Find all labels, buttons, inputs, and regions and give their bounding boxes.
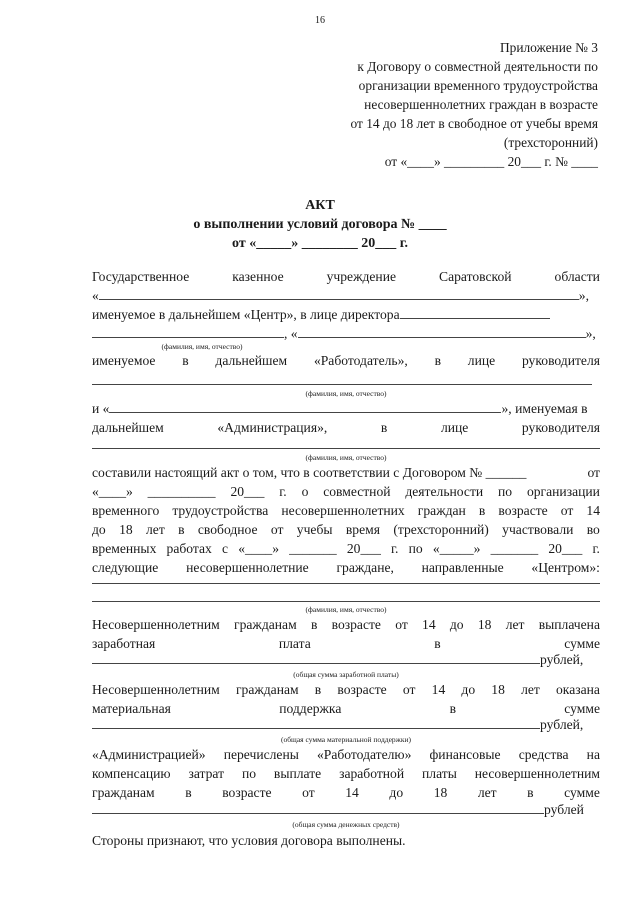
page-number: 16 xyxy=(315,15,325,26)
support-sum-field[interactable] xyxy=(92,716,540,729)
p5-line-3: рублей, xyxy=(92,651,600,669)
appendix-line: организации временного трудоустройства xyxy=(358,78,598,93)
act-title-line: о выполнении условий договора № ____ xyxy=(193,217,447,232)
p6-line-3: рублей, xyxy=(92,716,600,734)
caption-support-sum: (общая сумма материальной поддержки) xyxy=(280,735,412,744)
p6-line-1: Несовершеннолетним гражданам в возрасте от 14 до 18 лет оказана xyxy=(92,682,600,697)
act-title-line: АКТ xyxy=(305,198,335,213)
caption-fio: (фамилия, имя, отчество) xyxy=(305,389,387,398)
administration-head-field[interactable] xyxy=(92,448,600,449)
caption-wage-sum: (общая сумма заработной платы) xyxy=(293,670,399,679)
appendix-line: (трехсторонний) xyxy=(503,135,598,150)
basis-field[interactable] xyxy=(298,325,586,338)
participants-field-1[interactable] xyxy=(92,583,600,584)
wage-sum-field[interactable] xyxy=(92,651,540,664)
closing-statement: Стороны признают, что условия договора выполнены. xyxy=(92,833,406,848)
p4-line-6: следующие несовершеннолетние граждане, направленные «Центром»: xyxy=(92,560,600,575)
appendix-line: от «____» _________ 20___ г. № ____ xyxy=(384,154,598,169)
caption-fio: (фамилия, имя, отчество) xyxy=(161,342,243,351)
p3-line-1: и « », именуемая в xyxy=(92,401,588,416)
appendix-line: несовершеннолетних граждан в возрасте xyxy=(364,97,598,112)
appendix-line: от 14 до 18 лет в свободное от учебы время xyxy=(350,116,598,131)
caption-fio: (фамилия, имя, отчество) xyxy=(305,605,387,614)
p1-line-1: Государственное казенное учреждение Саратовской области xyxy=(92,269,600,284)
org-name-field[interactable] xyxy=(99,287,579,300)
appendix-line: Приложение № 3 xyxy=(499,40,598,55)
p4-line-5: временных работах с «____» _______ 20___ г. по «_____» _______ 20___ г. xyxy=(92,541,600,556)
p7-line-3: гражданам в возрасте от 14 до 18 лет в сумме xyxy=(92,785,600,800)
p2-line-1: именуемое в дальнейшем «Работодатель», в лице руководителя xyxy=(92,353,600,368)
p6-line-2: материальная поддержка в сумме xyxy=(92,701,600,716)
p1-line-4: , « », xyxy=(92,325,600,343)
act-title xyxy=(0,196,640,253)
director-name-field-2[interactable] xyxy=(92,325,284,338)
p5-line-2: заработная плата в сумме xyxy=(92,636,600,651)
act-title-line: от «_____» ________ 20___ г. xyxy=(232,236,408,251)
appendix-line: к Договору о совместной деятельности по xyxy=(357,59,598,74)
p4-line-1: составили настоящий акт о том, что в соответствии с Договором № ______ от xyxy=(92,465,600,480)
employer-head-field[interactable] xyxy=(92,384,592,385)
caption-fio: (фамилия, имя, отчество) xyxy=(305,453,387,462)
p1-line-2: « », xyxy=(92,288,589,303)
director-name-field[interactable] xyxy=(400,306,550,319)
participants-field-2[interactable] xyxy=(92,601,600,602)
p5-line-1: Несовершеннолетним гражданам в возрасте от 14 до 18 лет выплачена xyxy=(92,617,600,632)
p7-line-1: «Администрацией» перечислены «Работодателю» финансовые средства на xyxy=(92,747,600,762)
administration-name-field[interactable] xyxy=(109,400,501,413)
p4-line-4: до 18 лет в свободное от учебы время (трехсторонний) участвовали во xyxy=(92,522,600,537)
caption-funds-sum: (общая сумма денежных средств) xyxy=(292,820,400,829)
p7-line-2: компенсацию затрат по выплате заработной платы несовершеннолетним xyxy=(92,766,600,781)
p4-line-3: временного трудоустройства несовершеннолетних граждан в возрасте от 14 xyxy=(92,503,600,518)
p4-line-2: «____» __________ 20___ г. о совместной деятельности по организации xyxy=(92,484,600,499)
funds-sum-field[interactable] xyxy=(92,801,544,814)
appendix-header xyxy=(268,38,598,171)
p3-line-2: дальнейшем «Администрация», в лице руководителя xyxy=(92,420,600,435)
p1-line-3: именуемое в дальнейшем «Центр», в лице директора xyxy=(92,306,600,324)
p7-line-4: рублей xyxy=(92,801,600,819)
